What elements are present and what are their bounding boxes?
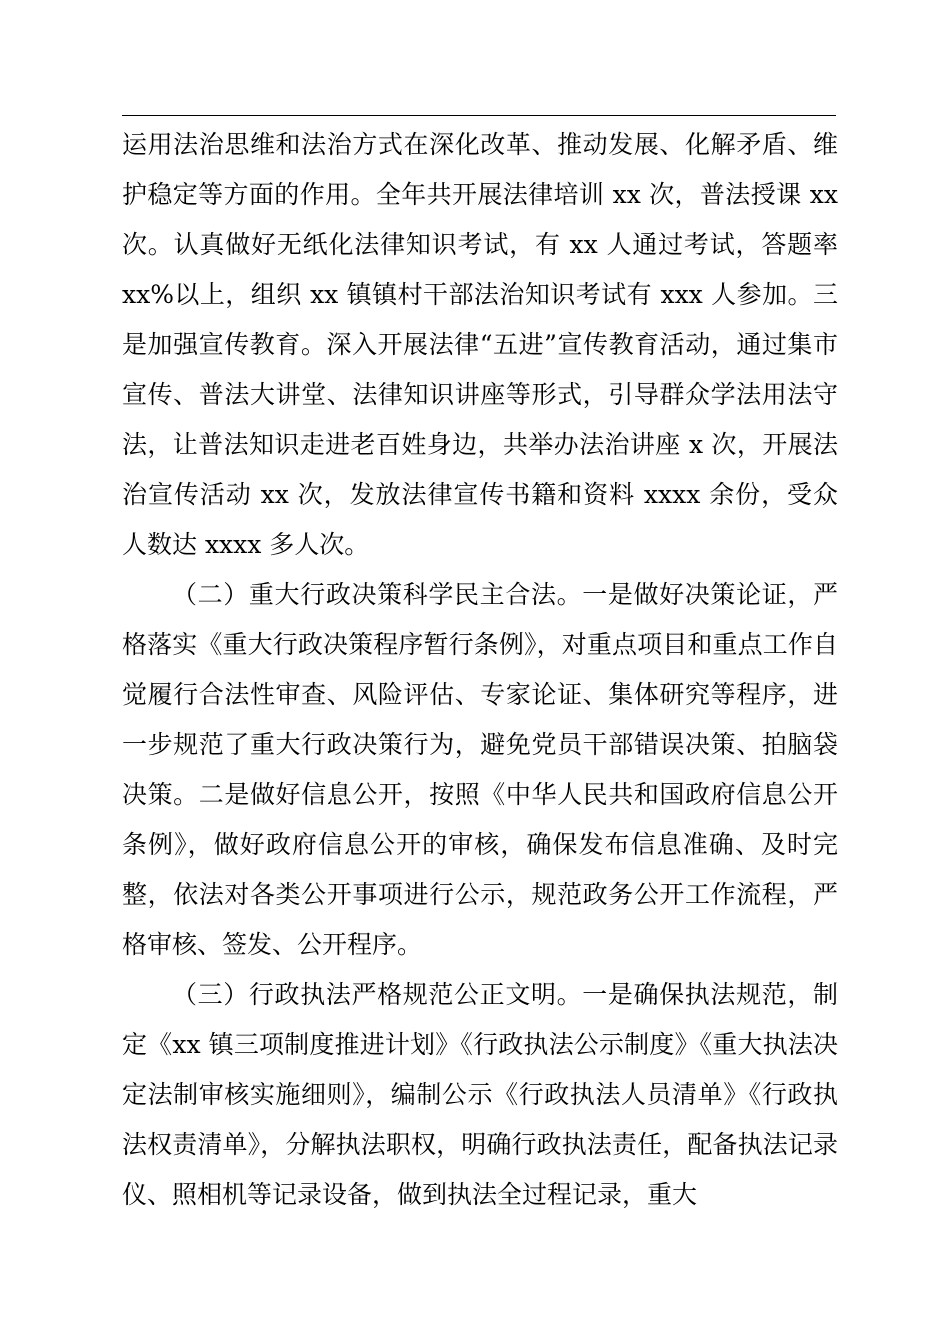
paragraph-2: （二）重大行政决策科学民主合法。一是做好决策论证，严格落实《重大行政决策程序暂行条例》，对重点项目和重点工作自觉履行合法性审查、风险评估、专家论证、集体研究等程序，进一步规范了重大行政决策行为，避免党员干部错误决策、拍脑袋决策。二是做好信息公开，按照《中华人民共和国政府信息公开条例》，做好政府信息公开的审核，确保发布信息准确、及时完整，依法对各类公开事项进行公示，规范政务公开工作流程，严格审核、签发、公开程序。 — [122, 580, 838, 959]
paragraph-3: （三）行政执法严格规范公正文明。一是确保执法规范，制定《xx 镇三项制度推进计划》《行政执法公示制度》《重大执法决定法制审核实施细则》，编制公示《行政执法人员清单》《行政执法权责清单》，分解执法职权，明确行政执法责任，配备执法记录仪、照相机等记录设备，做到执法全过程记录，重大 — [122, 980, 838, 1209]
header-rule — [122, 115, 836, 116]
paragraph-1: 运用法治思维和法治方式在深化改革、推动发展、化解矛盾、维护稳定等方面的作用。全年共开展法律培训 xx 次，普法授课 xx 次。认真做好无纸化法律知识考试，有 xx 人通过考试，答题率 xx%以上，组织 xx 镇镇村干部法治知识考试有 xxx 人参加。三是加强宣传教育。深入开展法律“五进”宣传教育活动，通过集市宣传、普法大讲堂、法律知识讲座等形式，引导群众学法用法守法，让普法知识走进老百姓身边，共举办法治讲座 x 次，开展法治宣传活动 xx 次，发放法律宣传书籍和资料 xxxx 余份，受众人数达 xxxx 多人次。 — [122, 130, 838, 559]
document-body — [122, 120, 838, 1220]
